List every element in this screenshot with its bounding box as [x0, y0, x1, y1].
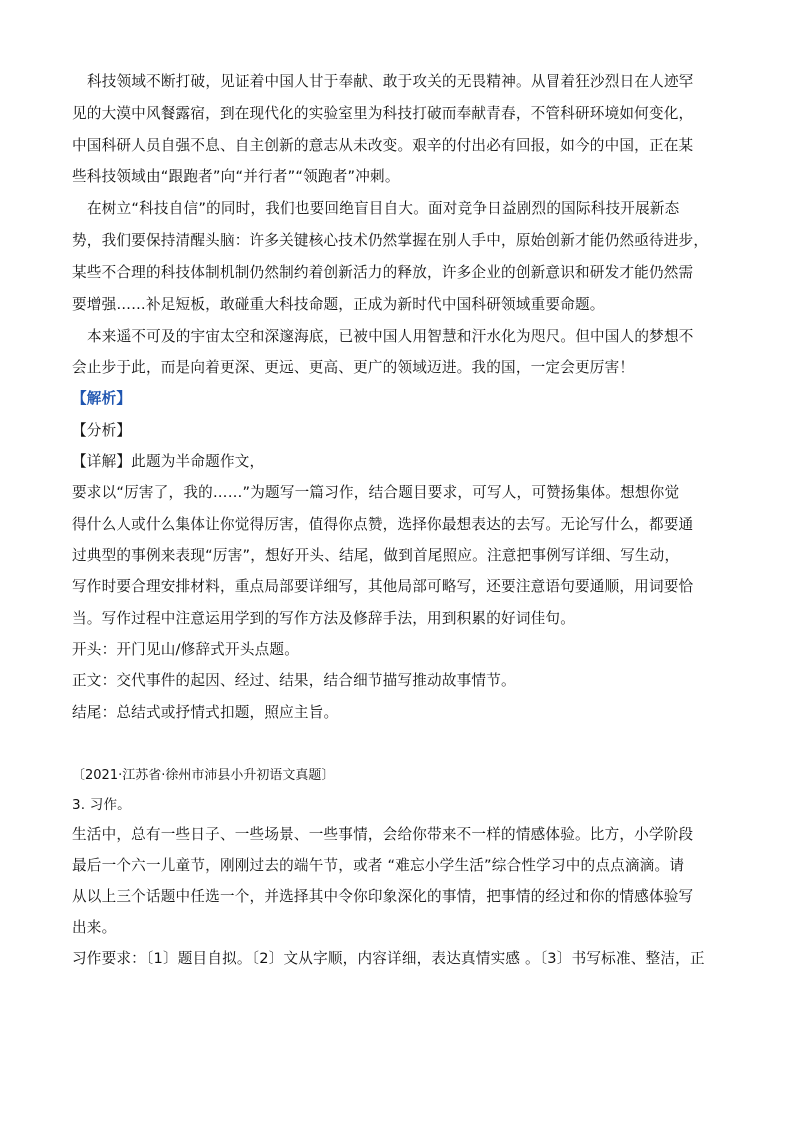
essay-p2-line-1: 在树立“科技自信”的同时，我们也要回绝盲目自大。面对竞争日益剧烈的国际科技开展新态 [87, 200, 680, 217]
analysis-line-3: 过典型的事例来表现“厉害”，想好开头、结尾，做到首尾照应。注意把事例写详细、写生动， [72, 547, 680, 564]
analysis-line-2: 得什么人或什么集体让你觉得厉害，值得你点赞，选择你最想表达的去写。无论写什么，都要通 [72, 516, 694, 533]
essay-p1-line-3: 中国科研人员自强不息、自主创新的意志从未改变。艰辛的付出必有回报，如今的中国，正在某 [72, 137, 694, 154]
analysis-line-5: 当。写作过程中注意运用学到的写作方法及修辞手法，用到积累的好词佳句。 [72, 610, 575, 627]
essay-p1-line-4: 些科技领域由“跟跑者”向“并行者”“领跑者”冲刺。 [72, 168, 400, 185]
essay-p1-line-1: 科技领域不断打破，见证着中国人甘于奉献、敢于攻关的无畏精神。从冒着狂沙烈日在人迹罕 [87, 73, 694, 90]
question-prompt-line-1: 生活中，总有一些日子、一些场景、一些事情，会给你带来不一样的情感体验。比方，小学阶段 [72, 826, 694, 843]
question-prompt-line-4: 出来。 [72, 919, 117, 936]
xiangjie-label: 【详解】此题为半命题作文， [72, 453, 265, 470]
jiexi-label: 【解析】 [72, 390, 132, 407]
question-source: 〔2021·江苏省·徐州市沛县小升初语文真题〕 [72, 768, 335, 783]
question-number: 3. 习作。 [72, 797, 131, 813]
essay-p3-line-2: 会止步于此，而是向着更深、更远、更高、更广的领域迈进。我的国，一定会更厉害！ [72, 359, 635, 376]
essay-p2-line-4: 要增强……补足短板，敢碰重大科技命题，正成为新时代中国科研领域重要命题。 [72, 296, 605, 313]
essay-p3-line-1: 本来遥不可及的宇宙太空和深邃海底，已被中国人用智慧和汗水化为咫尺。但中国人的梦想不 [87, 328, 694, 345]
question-prompt-line-3: 从以上三个话题中任选一个，并选择其中令你印象深化的事情，把事情的经过和你的情感体验写 [72, 888, 694, 905]
analysis-line-1: 要求以“厉害了，我的……”为题写一篇习作，结合题目要求，可写人，可赞扬集体。想想你觉 [72, 484, 680, 501]
essay-p1-line-2: 见的大漠中风餐露宿，到在现代化的实验室里为科技打破而奉献青春，不管科研环境如何变化， [72, 105, 694, 122]
essay-p2-line-2: 势，我们要保持清醒头脑：许多关键核心技术仍然掌握在别人手中，原始创新才能仍然亟待进步， [72, 232, 709, 249]
question-requirements: 习作要求：〔1〕题目自拟。〔2〕文从字顺，内容详细，表达真情实感 。〔3〕书写标准、整洁，正 [72, 950, 705, 967]
question-prompt-line-2: 最后一个六一儿童节，刚刚过去的端午节，或者 “难忘小学生活”综合性学习中的点点滴滴。请 [72, 857, 685, 874]
analysis-main-text: 正文：交代事件的起因、经过、结果，结合细节描写推动故事情节。 [72, 672, 516, 689]
analysis-line-4: 写作时要合理安排材料，重点局部要详细写，其他局部可略写，还要注意语句要通顺，用词要恰 [72, 578, 694, 595]
analysis-ending: 结尾：总结式或抒情式扣题，照应主旨。 [72, 704, 339, 721]
fenxi-label: 【分析】 [72, 422, 132, 439]
essay-p2-line-3: 某些不合理的科技体制机制仍然制约着创新活力的释放，许多企业的创新意识和研发才能仍然需 [72, 264, 694, 281]
analysis-opening: 开头：开门见山/修辞式开头点题。 [72, 641, 300, 658]
